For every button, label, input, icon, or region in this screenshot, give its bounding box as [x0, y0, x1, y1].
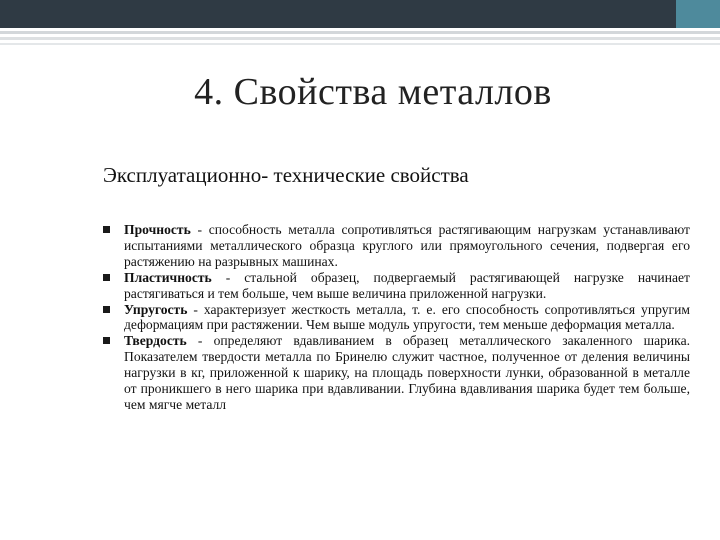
slide-title: 4. Свойства металлов: [194, 71, 552, 113]
decorative-rule: [0, 37, 720, 40]
term-description: - стальной образец, подвергаемый растягивающей нагрузке начинает растягиваться и тем больше, чем выше величина приложенной нагрузки.: [124, 269, 690, 301]
list-item: [102, 333, 690, 413]
list-item: [102, 270, 690, 302]
header-accent-block: [676, 0, 720, 28]
properties-list: [102, 222, 690, 413]
square-bullet-icon: [103, 274, 110, 281]
term-description: - определяют вдавливанием в образец металлического закаленного шарика. Показателем твердости металла по Бринелю служит частное, полученное от деления величины нагрузки в кг, приложенной к шарику, на площадь поверхности лунки, образованной в металле от проникшего в него шарика при вдавливании. Глубина вдавливания шарика будет тем больше, чем мягче металл: [124, 333, 690, 412]
term-description: - характеризует жесткость металла, т. е. его способность сопротивляться упругим деформациям при растяжении. Чем выше модуль упругости, тем меньше деформация металла.: [124, 301, 690, 333]
slide-subtitle: Эксплуатационно- технические свойства: [103, 163, 469, 187]
square-bullet-icon: [103, 226, 110, 233]
term-label: Прочность: [124, 222, 191, 237]
square-bullet-icon: [103, 306, 110, 313]
term-description: - способность металла сопротивляться растягивающим нагрузкам устанавливают испытаниями металлического образца круглого или прямоугольного сечения, подвергая его растяжению на разрывных машинах.: [124, 222, 690, 269]
list-item: [102, 302, 690, 334]
term-label: Пластичность: [124, 269, 212, 285]
decorative-rule: [0, 31, 720, 34]
header-bar: [0, 0, 720, 28]
square-bullet-icon: [103, 337, 110, 344]
term-label: Твердость: [124, 333, 187, 349]
list-item: [102, 222, 690, 270]
decorative-rule: [0, 43, 720, 45]
term-label: Упругость: [124, 301, 188, 317]
